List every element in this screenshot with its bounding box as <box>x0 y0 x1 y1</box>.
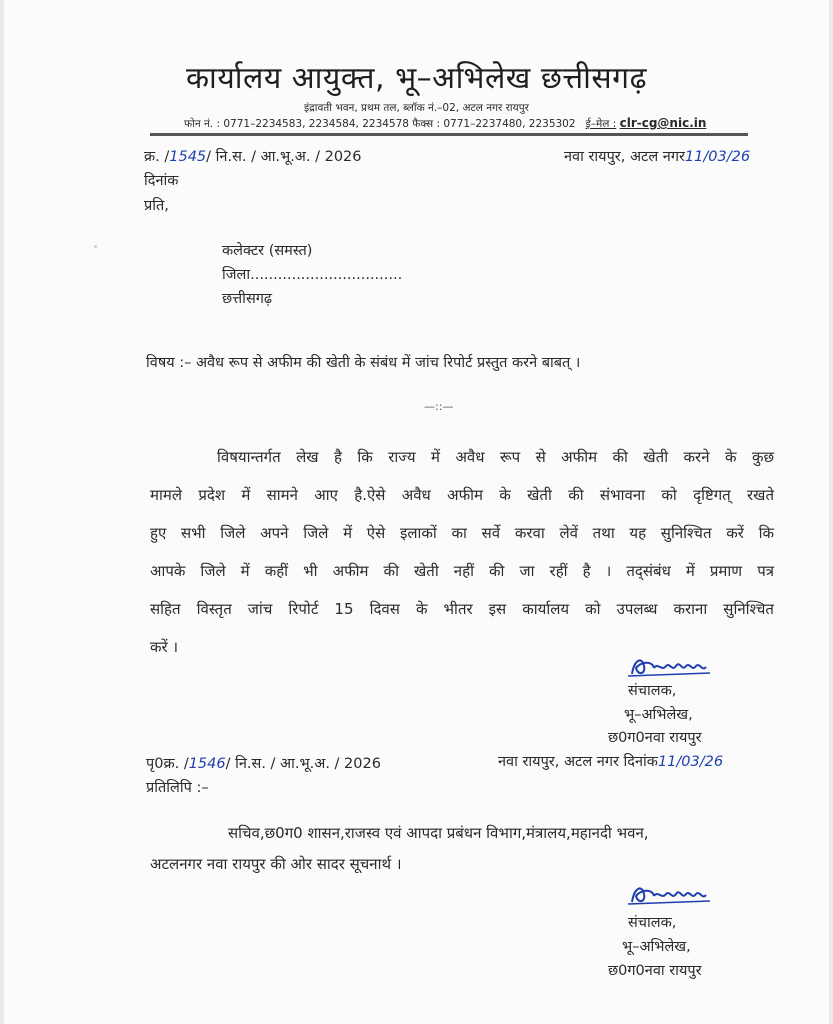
addressee-line3: छत्तीसगढ़ <box>222 291 273 307</box>
to-label: प्रति, <box>144 198 169 214</box>
ref-place: नवा रायपुर, अटल नगर <box>564 149 685 165</box>
endorsement-number <box>146 753 381 773</box>
ref-date-handwritten: 11/03/26 <box>684 149 751 165</box>
letterhead-rule <box>150 133 748 136</box>
endorsement-place-date <box>498 751 723 771</box>
endorsement-number-handwritten: 1546 <box>188 756 226 772</box>
ref-suffix: / नि.स. / आ.भू.अ. / 2026 <box>206 149 362 165</box>
separator: —::— <box>424 400 454 413</box>
reference-number <box>144 146 362 166</box>
body-line: आपके जिले में कहीं भी अफीम की खेती नहीं की जा रहीं है । तद्संबंध में प्रमाण पत्र <box>150 562 774 580</box>
addressee-line1: कलेक्टर (समस्त) <box>222 243 313 259</box>
phone-fax: फोन नं. : 0771–2234583, 2234584, 2234578 फैक्स : 0771–2237480, 2235302 <box>184 118 576 130</box>
signatory-1-dept: भू–अभिलेख, <box>624 707 693 723</box>
ref-prefix: क्र. / <box>144 149 170 165</box>
body-line: करें । <box>150 638 179 656</box>
reference-place-date <box>564 146 750 166</box>
endorsement-prefix: पृ0क्र. / <box>146 756 189 772</box>
body-line: हुए सभी जिले अपने जिले में ऐसे इलाकों का सर्वे करवा लेवें तथा यह सुनिश्चित करें कि <box>150 524 774 542</box>
ref-number-handwritten: 1545 <box>169 149 207 165</box>
endorsement-date-handwritten: 11/03/26 <box>657 754 724 770</box>
copy-label: प्रतिलिपि :– <box>146 780 209 796</box>
email-address: clr-cg@nic.in <box>619 116 707 130</box>
signatory-2-designation: संचालक, <box>628 915 677 931</box>
body-line: सहित विस्तृत जांच रिपोर्ट 15 दिवस के भीतर इस कार्यालय को उपलब्ध कराना सुनिश्चित <box>150 600 774 618</box>
signatory-2-dept: भू–अभिलेख, <box>622 939 691 955</box>
body-line: मामले प्रदेश में सामने आए है.ऐसे अवैध अफीम के खेती की संभावना को दृष्टिगत् रखते <box>150 486 774 504</box>
scan-speck <box>94 245 97 248</box>
office-contact <box>184 116 706 131</box>
signature-1 <box>624 652 714 682</box>
letter-page <box>4 0 829 1024</box>
copy-line-1: सचिव,छ0ग0 शासन,राजस्व एवं आपदा प्रबंधन विभाग,मंत्रालय,महानदी भवन, <box>228 824 649 842</box>
addressee-line2: जिला................................. <box>222 267 403 283</box>
signature-2 <box>624 880 714 910</box>
office-title: कार्यालय आयुक्त, भू–अभिलेख छत्तीसगढ़ <box>186 61 647 96</box>
signatory-1-designation: संचालक, <box>628 683 677 699</box>
copy-line-2: अटलनगर नवा रायपुर की ओर सादर सूचनार्थ । <box>150 855 402 873</box>
subject-line: विषय :– अवैध रूप से अफीम की खेती के संबंध में जांच रिपोर्ट प्रस्तुत करने बाबत् । <box>146 355 581 371</box>
office-address: इंद्रावती भवन, प्रथम तल, ब्लॉक नं.–02, अटल नगर रायपुर <box>304 102 529 114</box>
endorsement-suffix: / नि.स. / आ.भू.अ. / 2026 <box>225 756 381 772</box>
signatory-1-place: छ0ग0नवा रायपुर <box>608 730 702 746</box>
signatory-2-place: छ0ग0नवा रायपुर <box>608 963 702 979</box>
body-line: विषयान्तर्गत लेख है कि राज्य में अवैध रूप से अफीम की खेती करने के कुछ <box>217 448 774 466</box>
endorsement-place: नवा रायपुर, अटल नगर दिनांक <box>498 754 658 770</box>
date-label: दिनांक <box>144 173 179 189</box>
email-label: ई–मेल : <box>585 118 617 130</box>
